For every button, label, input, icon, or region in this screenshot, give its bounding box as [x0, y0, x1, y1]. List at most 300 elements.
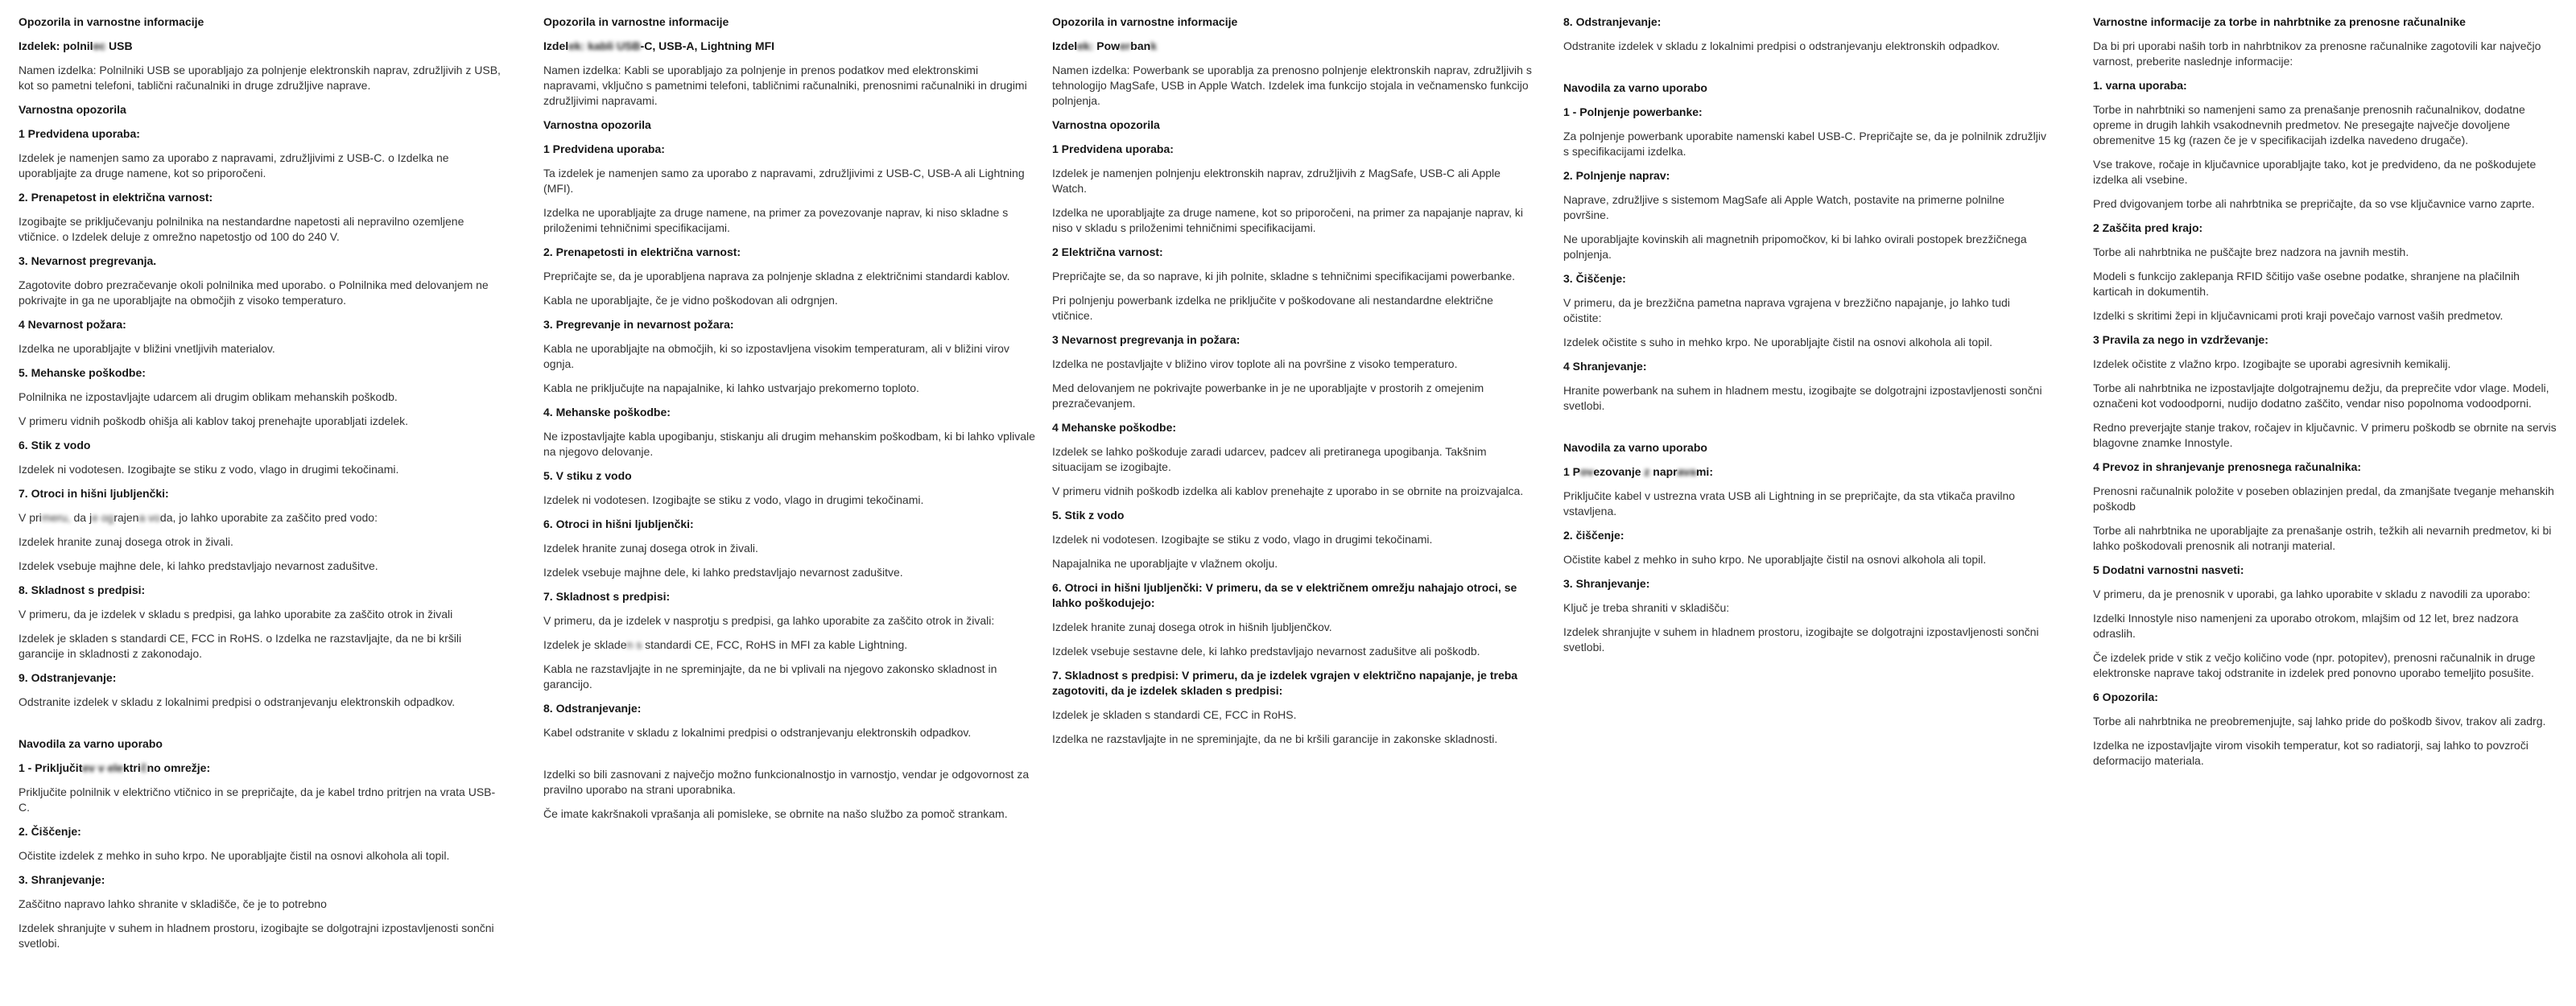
text-run: Izdelek ni vodotesen. Izogibajte se stiku z vodo, vlago in drugimi tekočinami. — [19, 463, 399, 476]
text-run: Izdelka ne razstavljajte in ne spreminjajte, da ne bi kršili garancije in zakonske skladnosti. — [1052, 732, 1498, 745]
text-run: 3 Pravila za nego in vzdrževanje: — [2093, 333, 2268, 346]
section-heading — [1563, 105, 2046, 120]
text-run: Pow — [1093, 39, 1121, 52]
text-run: ban — [1130, 39, 1151, 52]
section-heading — [1052, 142, 1535, 157]
text-run: Izdelek je namenjen polnjenju elektronskih naprav, združljivih z MagSafe, USB-C ali Apple Watch. — [1052, 167, 1501, 195]
paragraph — [2093, 102, 2560, 148]
section-heading — [543, 245, 1036, 260]
text-run: V primeru vidnih poškodb ohišja ali kablov takoj prenehajte uporabljati izdelek. — [19, 414, 409, 427]
paragraph — [19, 921, 502, 951]
text-run: Izdelek shranjujte v suhem in hladnem prostoru, izogibajte se dolgotrajni izpostavljenosti sončni svetlobi. — [1563, 625, 2039, 653]
column-laptop-bags — [2093, 14, 2560, 777]
paragraph — [1052, 269, 1535, 284]
column-cables — [543, 14, 1036, 831]
blurred-text: ec — [93, 39, 106, 52]
text-run: 3. Nevarnost pregrevanja. — [19, 254, 157, 267]
blurred-text: ek: kabli USB — [568, 39, 641, 52]
text-run: Zagotovite dobro prezračevanje okoli polnilnika med uporabo. o Polnilnika med delovanjem ne pokrivajte in ga ne uporabljajte na območjih z visoko temperaturo. — [19, 278, 489, 307]
text-run: Izdel — [1052, 39, 1078, 52]
section-heading — [1052, 245, 1535, 260]
text-run: Polnilnika ne izpostavljajte udarcem ali drugim oblikam mehanskih poškodb. — [19, 390, 398, 403]
section-heading — [1052, 39, 1535, 54]
blurred-text: ev v ele — [82, 761, 123, 774]
paragraph — [2093, 738, 2560, 769]
text-run: Izdelek očistite z vlažno krpo. Izogibajte se uporabi agresivnih kemikalij. — [2093, 357, 2451, 370]
text-run: 8. Odstranjevanje: — [543, 702, 642, 715]
paragraph — [19, 341, 502, 357]
paragraph — [543, 63, 1036, 109]
paragraph — [1052, 620, 1535, 635]
section-heading — [19, 583, 502, 598]
text-run: 3. Shranjevanje: — [19, 873, 105, 886]
spacer — [19, 719, 502, 736]
text-run: 8. Skladnost s predpisi: — [19, 583, 146, 596]
section-heading — [543, 468, 1036, 484]
section-heading — [19, 736, 502, 752]
paragraph — [19, 897, 502, 912]
paragraph — [19, 390, 502, 405]
text-run: Izdelek hranite zunaj dosega otrok in živali. — [543, 542, 758, 555]
paragraph — [543, 662, 1036, 692]
paragraph — [19, 631, 502, 662]
paragraph — [543, 541, 1036, 556]
paragraph — [19, 63, 502, 93]
text-run: Navodila za varno uporabo — [19, 737, 163, 750]
text-run: Opozorila in varnostne informacije — [543, 15, 729, 28]
paragraph — [543, 613, 1036, 629]
text-run: 7. Skladnost s predpisi: — [543, 590, 671, 603]
column-usb-charger — [19, 14, 502, 960]
text-run: ktri — [122, 761, 141, 774]
paragraph — [19, 414, 502, 429]
text-run: 1 - Priključit — [19, 761, 83, 774]
text-run: Izdelek je sklade — [543, 638, 627, 651]
text-run: 2 Zaščita pred krajo: — [2093, 221, 2203, 234]
paragraph — [19, 695, 502, 710]
paragraph — [2093, 245, 2560, 260]
section-heading — [2093, 460, 2560, 475]
text-run: Če izdelek pride v stik z večjo količino vode (npr. potopitev), prenosni računalnik in druge elektronske naprave takoj odstranite in izdelek pred ponovno uporabo temeljito posušite. — [2093, 651, 2536, 679]
text-run: Da bi pri uporabi naših torb in nahrbtnikov za prenosne računalnike zagotovili kar največjo varnost, preberite naslednje informacije: — [2093, 39, 2541, 68]
section-heading — [19, 365, 502, 381]
text-run: Opozorila in varnostne informacije — [1052, 15, 1238, 28]
text-run: Izdelki Innostyle niso namenjeni za uporabo otrokom, mlajšim od 12 let, brez nadzora odraslih. — [2093, 612, 2519, 640]
section-heading — [1563, 464, 2046, 480]
text-run: Izdelek vsebuje sestavne dele, ki lahko predstavljajo nevarnost zadušitve ali poškodb. — [1052, 645, 1480, 658]
text-run: Izdelka ne uporabljajte za druge namene, na primer za povezovanje naprav, ki niso skladne s priloženimi tehničnimi specifikacijami. — [543, 206, 1009, 234]
paragraph — [543, 493, 1036, 508]
paragraph — [19, 534, 502, 550]
text-run: V primeru, da je izdelek v nasprotju s predpisi, ga lahko uporabite za zaščito otrok in živali: — [543, 614, 995, 627]
paragraph — [543, 166, 1036, 196]
text-run: no omrežje: — [147, 761, 211, 774]
section-heading — [19, 824, 502, 839]
paragraph — [1563, 625, 2046, 655]
paragraph — [19, 214, 502, 245]
text-run: Očistite izdelek z mehko in suho krpo. Ne uporabljajte čistil na osnovi alkohola ali topil. — [19, 849, 450, 862]
text-run: Izogibajte se priključevanju polnilnika na nestandardne napetosti ali nepravilno ozemljene vtičnice. o Izdelek deluje z omrežno napetostjo od 100 do 240 V. — [19, 215, 464, 243]
text-run: 6. Otroci in hišni ljubljenčki: — [543, 517, 694, 530]
text-run: Izdelek ni vodotesen. Izogibajte se stiku z vodo, vlago in drugimi tekočinami. — [1052, 533, 1433, 546]
text-run: Izdelek: polnil — [19, 39, 93, 52]
paragraph — [2093, 587, 2560, 602]
paragraph — [1052, 532, 1535, 547]
section-heading — [1052, 580, 1535, 611]
paragraph — [2093, 611, 2560, 641]
text-run: Izdelka ne uporabljajte za druge namene, kot so priporočeni, na primer za napajanje naprav, ki niso v skladu s priloženimi tehničnimi specifikacijami. — [1052, 206, 1523, 234]
section-heading — [1563, 576, 2046, 592]
paragraph — [2093, 381, 2560, 411]
paragraph — [2093, 39, 2560, 69]
paragraph — [543, 269, 1036, 284]
text-run: 2. Polnjenje naprav: — [1563, 169, 1670, 182]
text-run: Izdelek vsebuje majhne dele, ki lahko predstavljajo nevarnost zadušitve. — [19, 559, 378, 572]
text-run: Izdelka ne uporabljajte v bližini vnetljivih materialov. — [19, 342, 275, 355]
section-heading — [2093, 221, 2560, 236]
text-run: Odstranite izdelek v skladu z lokalnimi predpisi o odstranjevanju elektronskih odpadkov. — [19, 695, 456, 708]
paragraph — [2093, 714, 2560, 729]
text-run: Če imate kakršnakoli vprašanja ali pomisleke, se obrnite na našo službo za pomoč strankam. — [543, 807, 1008, 820]
section-heading — [1052, 668, 1535, 699]
text-run: Varnostna opozorila — [543, 118, 651, 131]
paragraph — [2093, 308, 2560, 324]
paragraph — [1563, 39, 2046, 54]
section-heading — [543, 405, 1036, 420]
text-run: Varnostna opozorila — [19, 103, 126, 116]
section-heading — [2093, 78, 2560, 93]
text-run: Namen izdelka: Powerbank se uporablja za prenosno polnjenje elektronskih naprav, združljivih s tehnologijo MagSafe, USB in Apple Watch. Izdelek ima funkcijo stojala in večnamensko funkcijo polnjenja. — [1052, 64, 1532, 107]
paragraph — [1052, 205, 1535, 236]
paragraph — [19, 510, 502, 526]
section-heading — [1563, 359, 2046, 374]
section-heading — [543, 39, 1036, 54]
section-heading — [1563, 80, 2046, 96]
text-run: 6. Otroci in hišni ljubljenčki: V primeru, da se v električnem omrežju nahajajo otroci, se lahko poškodujejo: — [1052, 581, 1517, 609]
text-run: 1 Predvidena uporaba: — [543, 142, 665, 155]
blurred-text: meru, — [41, 511, 71, 524]
text-run: V primeru, da je izdelek v skladu s predpisi, ga lahko uporabite za zaščito otrok in živali — [19, 608, 453, 621]
text-run: Odstranite izdelek v skladu z lokalnimi predpisi o odstranjevanju elektronskih odpadkov. — [1563, 39, 2000, 52]
text-run: Izdelek je skladen s standardi CE, FCC in RoHS. — [1052, 708, 1297, 721]
section-heading — [1052, 508, 1535, 523]
section-heading — [19, 254, 502, 269]
text-run: Kabla ne uporabljajte, če je vidno poškodovan ali odrgnjen. — [543, 294, 838, 307]
text-run: 1 - Polnjenje powerbanke: — [1563, 105, 1703, 118]
section-heading — [1563, 440, 2046, 456]
text-run: 3 Nevarnost pregrevanja in požara: — [1052, 333, 1241, 346]
text-run: V primeru, da je prenosnik v uporabi, ga lahko uporabite v skladu z navodili za uporabo: — [2093, 588, 2531, 600]
paragraph — [19, 785, 502, 815]
text-run: Izdelek se lahko poškoduje zaradi udarcev, padcev ali pretiranega upogibanja. Takšnim situacijam se izogibajte. — [1052, 445, 1487, 473]
text-run: Prepričajte se, da so naprave, ki jih polnite, skladne s tehničnimi specifikacijami powerbanke. — [1052, 270, 1516, 282]
paragraph — [543, 381, 1036, 396]
text-run: 1. varna uporaba: — [2093, 79, 2187, 92]
text-run: 2. Čiščenje: — [19, 825, 81, 838]
text-run: da, jo lahko uporabite za zaščito pred vodo: — [159, 511, 378, 524]
text-run: Ne izpostavljajte kabla upogibanju, stiskanju ali drugim mehanskim poškodbam, ki bi lahko vplivale na njegovo delovanje. — [543, 430, 1035, 458]
paragraph — [1563, 129, 2046, 159]
text-run: standardi CE, FCC, RoHS in MFI za kable Lightning. — [642, 638, 908, 651]
text-run: mi: — [1695, 465, 1713, 478]
text-run: 3. Pregrevanje in nevarnost požara: — [543, 318, 734, 331]
text-run: Izdelek hranite zunaj dosega otrok in hišnih ljubljenčkov. — [1052, 621, 1332, 633]
text-run: 4 Nevarnost požara: — [19, 318, 126, 331]
text-run: Izdel — [543, 39, 569, 52]
text-run: 7. Skladnost s predpisi: V primeru, da je izdelek vgrajen v električno napajanje, je treba zagotoviti, da je izdelek skladen s predpisi: — [1052, 669, 1518, 697]
blurred-text: ava — [1677, 465, 1696, 478]
text-run: Hranite powerbank na suhem in hladnem mestu, izogibajte se dolgotrajni izpostavljenosti sončni svetlobi. — [1563, 384, 2042, 412]
text-run: Izdelki so bili zasnovani z največjo možno funkcionalnostjo in varnostjo, vendar je odgovornost za pravilno uporabo na strani uporabnika. — [543, 768, 1030, 796]
paragraph — [2093, 484, 2560, 514]
paragraph — [1052, 63, 1535, 109]
text-run: Izdelek očistite s suho in mehko krpo. Ne uporabljajte čistil na osnovi alkohola ali topil. — [1563, 336, 1993, 348]
section-heading — [19, 317, 502, 332]
paragraph — [1052, 293, 1535, 324]
text-run: Torbe in nahrbtniki so namenjeni samo za prenašanje prenosnih računalnikov, dodatne opreme in drugih lahkih vsakodnevnih predmetov. Ne presegajte največje dovoljene obremenitve 15 kg (razen če je v specifikacijah izdelka navedeno drugače). — [2093, 103, 2525, 146]
blurred-text: e og — [92, 511, 114, 524]
paragraph — [2093, 523, 2560, 554]
text-run: Izdelek vsebuje majhne dele, ki lahko predstavljajo nevarnost zadušitve. — [543, 566, 903, 579]
section-heading — [19, 670, 502, 686]
text-run: Prepričajte se, da je uporabljena naprava za polnjenje skladna z električnimi standardi kablov. — [543, 270, 1010, 282]
text-run: USB — [105, 39, 133, 52]
text-run: V primeru, da je brezžična pametna naprava vgrajena v brezžično napajanje, jo lahko tudi očistite: — [1563, 296, 2010, 324]
section-heading — [19, 872, 502, 888]
text-run: Izdelek ni vodotesen. Izogibajte se stiku z vodo, vlago in drugimi tekočinami. — [543, 493, 924, 506]
section-heading — [543, 701, 1036, 716]
paragraph — [543, 806, 1036, 822]
section-heading — [19, 14, 502, 30]
text-run: Izdelka ne izpostavljajte virom visokih temperatur, kot so radiatorji, saj lahko to povzroči deformacijo materiala. — [2093, 739, 2529, 767]
paragraph — [1563, 552, 2046, 567]
text-run: Za polnjenje powerbank uporabite namenski kabel USB-C. Prepričajte se, da je polnilnik združljiv s specifikacijami izdelka. — [1563, 130, 2046, 158]
text-run: 4. Mehanske poškodbe: — [543, 406, 671, 418]
paragraph — [2093, 157, 2560, 188]
paragraph — [2093, 357, 2560, 372]
text-run: ezovanje — [1593, 465, 1645, 478]
section-heading — [19, 126, 502, 142]
text-run: 5. Mehanske poškodbe: — [19, 366, 146, 379]
text-run: Namen izdelka: Polnilniki USB se uporabljajo za polnjenje elektronskih naprav, združljivih z USB, kot so pametni telefoni, tablični računalniki in druge združljive naprave. — [19, 64, 501, 92]
text-run: Modeli s funkcijo zaklepanja RFID ščitijo vaše osebne podatke, shranjene na plačilnih karticah in dokumentih. — [2093, 270, 2520, 298]
text-run: rajen — [114, 511, 139, 524]
text-run: Kabel odstranite v skladu z lokalnimi predpisi o odstranjevanju elektronskih odpadkov. — [543, 726, 972, 739]
text-run: Opozorila in varnostne informacije — [19, 15, 204, 28]
text-run: Pred dvigovanjem torbe ali nahrbtnika se prepričajte, da so vse ključavnice varno zaprte. — [2093, 197, 2535, 210]
text-run: Ne uporabljajte kovinskih ali magnetnih pripomočkov, ki bi lahko ovirali postopek brezžičnega polnjenja. — [1563, 233, 2027, 261]
paragraph — [1052, 484, 1535, 499]
text-run: 6 Opozorila: — [2093, 691, 2158, 703]
text-run: Priključite polnilnik v električno vtičnico in se prepričajte, da je kabel trdno pritrjen na vrata USB-C. — [19, 785, 496, 814]
text-run: Namen izdelka: Kabli se uporabljajo za polnjenje in prenos podatkov med elektronskimi napravami, vključno s pametnimi telefoni, tabličnimi računalniki, prenosnimi računalniki in drugimi združljivimi napravami. — [543, 64, 1027, 107]
text-run: Torbe ali nahrbtnika ne puščajte brez nadzora na javnih mestih. — [2093, 245, 2409, 258]
text-run: 2 Električna varnost: — [1052, 245, 1163, 258]
text-run: da j — [70, 511, 93, 524]
text-run: Torbe ali nahrbtnika ne uporabljajte za prenašanje ostrih, težkih ali nevarnih predmetov, ki bi lahko poškodovali prenosnik ali notranji material. — [2093, 524, 2552, 552]
text-run: 1 Predvidena uporaba: — [19, 127, 140, 140]
section-heading — [2093, 690, 2560, 705]
text-run: Kabla ne razstavljajte in ne spreminjajte, da ne bi vplivali na njegovo zakonsko skladnost in garancijo. — [543, 662, 997, 691]
text-run: Ta izdelek je namenjen samo za uporabo z napravami, združljivimi z USB-C, USB-A ali Lightning (MFI). — [543, 167, 1025, 195]
paragraph — [1052, 166, 1535, 196]
blurred-text: k — [1150, 39, 1157, 52]
text-run: Prenosni računalnik položite v poseben oblazinjen predal, da zmanjšate tveganje mehanskih poškodb — [2093, 484, 2554, 513]
section-heading — [19, 438, 502, 453]
text-run: 2. Prenapetosti in električna varnost: — [543, 245, 741, 258]
paragraph — [1052, 357, 1535, 372]
paragraph — [2093, 650, 2560, 681]
text-run: Izdelka ne postavljajte v bližino virov toplote ali na površine z visoko temperaturo. — [1052, 357, 1458, 370]
paragraph — [543, 429, 1036, 460]
text-run: Redno preverjajte stanje trakov, ročajev in ključavnic. V primeru poškodb se obrnite na servis blagovne znamke Innostyle. — [2093, 421, 2557, 449]
section-heading — [543, 517, 1036, 532]
text-run: Varnostne informacije za torbe in nahrbtnike za prenosne računalnike — [2093, 15, 2466, 28]
paragraph — [2093, 196, 2560, 212]
text-run: 8. Odstranjevanje: — [1563, 15, 1662, 28]
text-run: Izdelek je skladen s standardi CE, FCC in RoHS. o Izdelka ne razstavljajte, da ne bi kršili garancije in skladnosti z zakonodajo. — [19, 632, 462, 660]
text-run: Zaščitno napravo lahko shranite v skladišče, če je to potrebno — [19, 897, 327, 910]
paragraph — [1563, 335, 2046, 350]
paragraph — [543, 725, 1036, 740]
paragraph — [19, 462, 502, 477]
section-heading — [1052, 14, 1535, 30]
text-run: Med delovanjem ne pokrivajte powerbanke in je ne uporabljajte v prostorih z omejenim prezračevanjem. — [1052, 381, 1484, 410]
text-run: 5 Dodatni varnostni nasveti: — [2093, 563, 2244, 576]
text-run: -C, USB-A, Lightning MFI — [640, 39, 775, 52]
text-run: Torbe ali nahrbtnika ne izpostavljajte dolgotrajnemu dežju, da preprečite vdor vlage. Modeli, označeni kot vodoodporni, nudijo dodatno zaščito, vendar niso popolnoma vodoodporni. — [2093, 381, 2549, 410]
section-heading — [19, 190, 502, 205]
section-heading — [19, 39, 502, 54]
section-heading — [19, 761, 502, 776]
paragraph — [1563, 232, 2046, 262]
section-heading — [543, 14, 1036, 30]
spacer — [543, 749, 1036, 767]
text-run: V primeru vidnih poškodb izdelka ali kablov prenehajte z uporabo in se obrnite na proizvajalca. — [1052, 484, 1524, 497]
paragraph — [1052, 732, 1535, 747]
text-run: Pri polnjenju powerbank izdelka ne priključite v poškodovane ali nestandardne električne vtičnice. — [1052, 294, 1493, 322]
text-run: 3. Čiščenje: — [1563, 272, 1626, 285]
section-heading — [2093, 14, 2560, 30]
paragraph — [2093, 420, 2560, 451]
paragraph — [1563, 383, 2046, 414]
paragraph — [1563, 600, 2046, 616]
text-run: Torbe ali nahrbtnika ne preobremenjujte, saj lahko pride do poškodb šivov, trakov ali zadrg. — [2093, 715, 2546, 728]
text-run: Kabla ne priključujte na napajalnike, ki lahko ustvarjajo prekomerno toploto. — [543, 381, 919, 394]
paragraph — [543, 637, 1036, 653]
text-run: Vse trakove, ročaje in ključavnice uporabljajte tako, kot je predvideno, da ne poškodujete izdelka ali vsebine. — [2093, 158, 2537, 186]
paragraph — [1052, 381, 1535, 411]
paragraph — [543, 205, 1036, 236]
paragraph — [19, 278, 502, 308]
text-run: Napajalnika ne uporabljajte v vlažnem okolju. — [1052, 557, 1278, 570]
text-run: 4 Prevoz in shranjevanje prenosnega računalnika: — [2093, 460, 2362, 473]
section-heading — [19, 486, 502, 501]
paragraph — [543, 341, 1036, 372]
section-heading — [1563, 168, 2046, 183]
section-heading — [543, 317, 1036, 332]
paragraph — [543, 565, 1036, 580]
section-heading — [543, 142, 1036, 157]
text-run: Izdelek shranjujte v suhem in hladnem prostoru, izogibajte se dolgotrajni izpostavljenosti sončni svetlobi. — [19, 921, 494, 950]
text-run: Izdelek je namenjen samo za uporabo z napravami, združljivimi z USB-C. o Izdelka ne uporabljajte za druge namene, kot so priporočeni. — [19, 151, 449, 179]
paragraph — [1563, 489, 2046, 519]
paragraph — [19, 559, 502, 574]
text-run: 2. čiščenje: — [1563, 529, 1624, 542]
paragraph — [543, 293, 1036, 308]
text-run: 4 Mehanske poškodbe: — [1052, 421, 1177, 434]
paragraph — [1052, 707, 1535, 723]
section-heading — [543, 589, 1036, 604]
paragraph — [543, 767, 1036, 798]
text-run: Izdelek hranite zunaj dosega otrok in živali. — [19, 535, 233, 548]
text-run: Izdelki s skritimi žepi in ključavnicami proti kraji povečajo varnost vaših predmetov. — [2093, 309, 2504, 322]
blurred-text: ov — [1580, 465, 1594, 478]
section-heading — [2093, 332, 2560, 348]
text-run: Priključite kabel v ustrezna vrata USB ali Lightning in se prepričajte, da sta vtikača pravilno vstavljena. — [1563, 489, 2016, 517]
blurred-text: z — [1644, 465, 1650, 478]
text-run: 4 Shranjevanje: — [1563, 360, 1647, 373]
spacer — [1563, 63, 2046, 80]
paragraph — [2093, 269, 2560, 299]
paragraph — [1563, 192, 2046, 223]
blurred-text: n s — [626, 638, 642, 651]
section-heading — [543, 118, 1036, 133]
text-run: Kabla ne uporabljajte na območjih, ki so izpostavljena visokim temperaturam, ali v bližini virov ognja. — [543, 342, 1009, 370]
text-run: Naprave, združljive s sistemom MagSafe ali Apple Watch, postavite na primerne polnilne površine. — [1563, 193, 2005, 221]
section-heading — [1563, 14, 2046, 30]
text-run: Varnostna opozorila — [1052, 118, 1160, 131]
text-run: Ključ je treba shraniti v skladišču: — [1563, 601, 1730, 614]
text-run: Navodila za varno uporabo — [1563, 81, 1707, 94]
paragraph — [1052, 444, 1535, 475]
paragraph — [19, 607, 502, 622]
text-run: 1 P — [1563, 465, 1581, 478]
text-run: Očistite kabel z mehko in suho krpo. Ne uporabljajte čistil na osnovi alkohola ali topil. — [1563, 553, 1987, 566]
text-run: 2. Prenapetost in električna varnost: — [19, 191, 213, 204]
text-run: V pri — [19, 511, 42, 524]
text-run: 5. V stiku z vodo — [543, 469, 632, 482]
text-run: 1 Predvidena uporaba: — [1052, 142, 1174, 155]
blurred-text: er — [1120, 39, 1131, 52]
text-run: Navodila za varno uporabo — [1563, 441, 1707, 454]
section-heading — [1052, 332, 1535, 348]
section-heading — [1052, 118, 1535, 133]
blurred-text: a vo — [138, 511, 160, 524]
text-run: 6. Stik z vodo — [19, 439, 91, 451]
column-powerbank-instructions — [1563, 14, 2046, 664]
paragraph — [1052, 644, 1535, 659]
blurred-text: č — [140, 761, 147, 774]
section-heading — [1563, 528, 2046, 543]
paragraph — [19, 848, 502, 864]
text-run: 3. Shranjevanje: — [1563, 577, 1650, 590]
column-powerbank — [1052, 14, 1535, 756]
text-run: 7. Otroci in hišni ljubljenčki: — [19, 487, 169, 500]
text-run: 9. Odstranjevanje: — [19, 671, 117, 684]
section-heading — [1563, 271, 2046, 287]
section-heading — [1052, 420, 1535, 435]
paragraph — [1563, 295, 2046, 326]
blurred-text: ek: — [1077, 39, 1094, 52]
text-run: napr — [1649, 465, 1678, 478]
paragraph — [1052, 556, 1535, 571]
spacer — [1563, 423, 2046, 440]
text-run: 5. Stik z vodo — [1052, 509, 1125, 522]
paragraph — [19, 150, 502, 181]
section-heading — [19, 102, 502, 118]
section-heading — [2093, 563, 2560, 578]
